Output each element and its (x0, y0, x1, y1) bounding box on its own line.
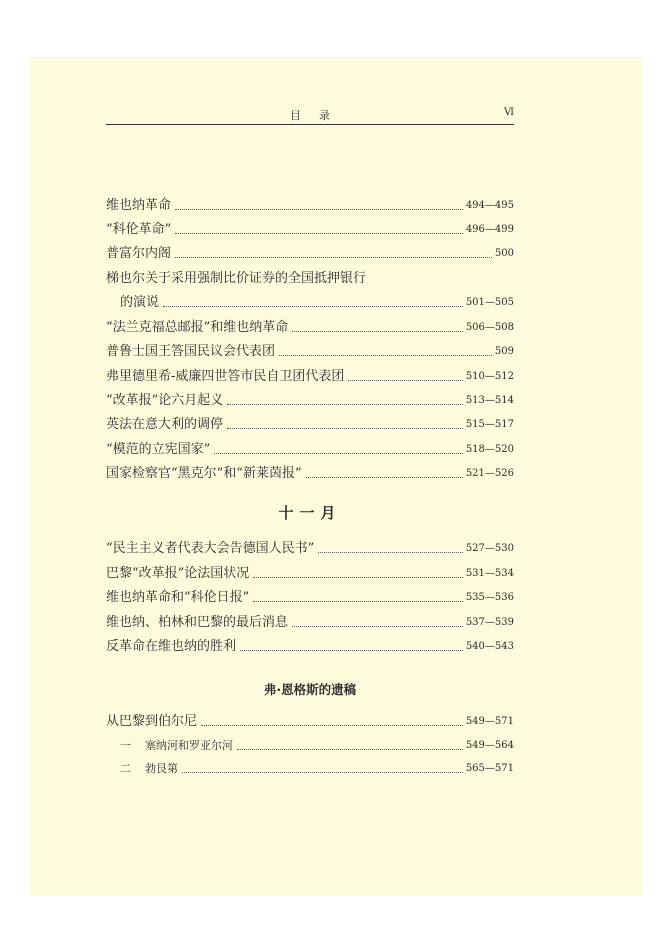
leader-dots (318, 552, 463, 553)
leader-dots (279, 355, 492, 356)
toc-entry (106, 711, 514, 731)
leader-dots (253, 577, 463, 578)
entry-pages: 537—539 (465, 617, 514, 628)
subentry-title: 勃艮第 (145, 762, 178, 775)
subentry-number: 一 (120, 739, 131, 752)
entry-title: “法兰克福总邮报”和维也纳革命 (106, 320, 289, 335)
toc-entry (106, 563, 514, 583)
entry-title: 梯也尔关于采用强制比价证券的全国抵押银行 (106, 271, 367, 286)
leader-dots (306, 477, 463, 478)
leader-dots (253, 601, 463, 602)
toc-entry (106, 195, 514, 215)
entry-title: 英法在意大利的调停 (106, 417, 224, 432)
toc-entry (106, 243, 514, 263)
leader-dots (182, 772, 463, 773)
entry-pages: 565—571 (465, 763, 514, 774)
entry-title: 普富尔内阁 (106, 246, 172, 261)
section-heading: 十一月 (278, 504, 342, 522)
entry-title: 国家检察官“黑克尔”和“新莱茵报” (106, 466, 302, 481)
entry-title: 反革命在维也纳的胜利 (106, 639, 237, 654)
entry-pages: 535—536 (465, 592, 514, 603)
leader-dots (175, 257, 492, 258)
toc-subentry (106, 758, 514, 778)
entry-title: 的演说 (120, 295, 160, 310)
entry-pages: 531—534 (465, 568, 514, 579)
entry-pages: 509 (494, 346, 514, 357)
running-header (106, 107, 514, 125)
toc-entry (106, 439, 514, 459)
entry-pages: 521—526 (465, 468, 514, 479)
entry-pages: 527—530 (465, 543, 514, 554)
toc-entry (106, 463, 514, 483)
subentry-title: 塞纳河和罗亚尔河 (145, 739, 233, 752)
entry-title: 维也纳、柏林和巴黎的最后消息 (106, 615, 289, 630)
leader-dots (292, 626, 463, 627)
entry-pages: 549—571 (465, 716, 514, 727)
entry-pages: 549—564 (465, 740, 514, 751)
header-page-number: Ⅵ (503, 107, 514, 118)
entry-pages: 540—543 (465, 641, 514, 652)
entry-title: 维也纳革命 (106, 198, 172, 213)
entry-pages: 496—499 (465, 224, 514, 235)
entry-pages: 500 (494, 248, 514, 259)
leader-dots (348, 380, 462, 381)
leader-dots (163, 306, 463, 307)
leader-dots (237, 749, 463, 750)
section-heading: 弗·恩格斯的遗稿 (263, 682, 357, 697)
entry-title: “科伦革命” (106, 222, 172, 237)
entry-title: 维也纳革命和“科伦日报” (106, 590, 250, 605)
toc-entry (106, 636, 514, 656)
leader-dots (240, 650, 463, 651)
leader-dots (227, 404, 463, 405)
entry-title: “改革报”论六月起义 (106, 393, 224, 408)
entry-pages: 518—520 (465, 444, 514, 455)
toc-entry (106, 219, 514, 239)
toc-subentry (106, 735, 514, 755)
entry-pages: 506—508 (465, 322, 514, 333)
toc-entry (106, 538, 514, 558)
entry-title: “民主主义者代表大会告德国人民书” (106, 541, 315, 556)
entry-pages: 494—495 (465, 200, 514, 211)
toc-entry (106, 317, 514, 337)
leader-dots (292, 331, 463, 332)
entry-pages: 501—505 (465, 297, 514, 308)
entry-title: 普鲁士国王答国民议会代表团 (106, 344, 276, 359)
subentry-number: 二 (120, 762, 131, 775)
toc-entry (106, 612, 514, 632)
entry-title: 弗里德里希-威廉四世答市民自卫团代表团 (106, 369, 345, 384)
leader-dots (175, 209, 463, 210)
entry-title: 从巴黎到伯尔尼 (106, 714, 198, 729)
entry-title: “模范的立宪国家” (106, 442, 211, 457)
toc-entry (106, 366, 514, 386)
leader-dots (214, 453, 463, 454)
toc-entry (106, 587, 514, 607)
toc-entry (106, 390, 514, 410)
toc-entry-wrapped (106, 268, 514, 288)
entry-pages: 513—514 (465, 395, 514, 406)
header-title: 目录 (290, 109, 348, 122)
toc-entry (106, 414, 514, 434)
entry-pages: 510—512 (465, 371, 514, 382)
leader-dots (175, 233, 463, 234)
entry-pages: 515—517 (465, 419, 514, 430)
toc-entry-continuation (106, 292, 514, 312)
leader-dots (227, 428, 463, 429)
entry-title: 巴黎“改革报”论法国状况 (106, 566, 250, 581)
leader-dots (201, 725, 463, 726)
toc-entry (106, 341, 514, 361)
